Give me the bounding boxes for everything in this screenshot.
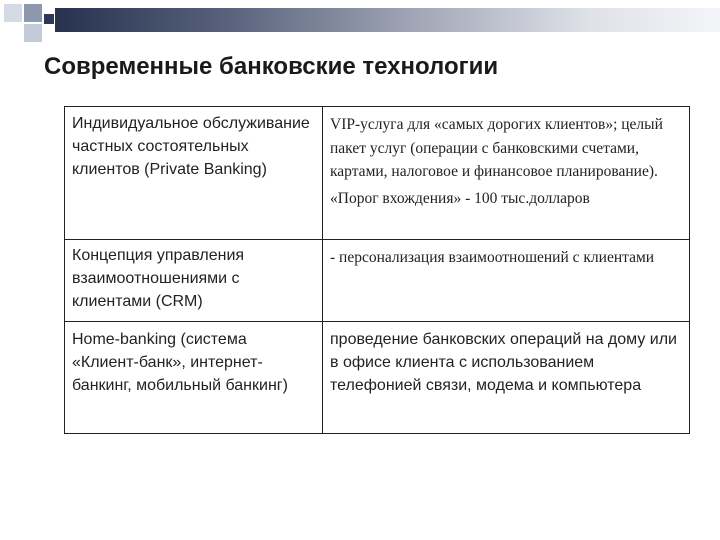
- decorative-squares: [4, 4, 56, 44]
- header-gradient-bar: [55, 8, 720, 32]
- table-cell-left: Концепция управления взаимоотношениями с клиентами (CRM): [65, 240, 323, 322]
- deco-square: [4, 4, 22, 22]
- table-cell-right: [323, 107, 690, 240]
- table-cell-left: Home-banking (система «Клиент-банк», интернет-банкинг, мобильный банкинг): [65, 322, 323, 434]
- table-row: [65, 322, 690, 434]
- cell-text-extra: «Порог вхождения» - 100 тыс.долларов: [330, 189, 590, 207]
- technologies-table: [64, 106, 690, 434]
- table-cell-right: - персонализация взаимоотношений с клиентами: [323, 240, 690, 322]
- table-row: [65, 107, 690, 240]
- deco-square: [24, 24, 42, 42]
- table-cell-left: Индивидуальное обслуживание частных состоятельных клиентов (Private Banking): [65, 107, 323, 240]
- slide-title: Современные банковские технологии: [44, 53, 499, 80]
- table-cell-right: проведение банковских операций на дому или в офисе клиента с использованием телефонией связи, модема и компьютера: [323, 322, 690, 434]
- table-row: [65, 240, 690, 322]
- cell-text: VIP-услуга для «самых дорогих клиентов»; целый пакет услуг (операции с банковскими счетами, картами, налоговое и финансовое планирование).: [330, 116, 663, 180]
- deco-square: [44, 14, 54, 24]
- deco-square: [24, 4, 42, 22]
